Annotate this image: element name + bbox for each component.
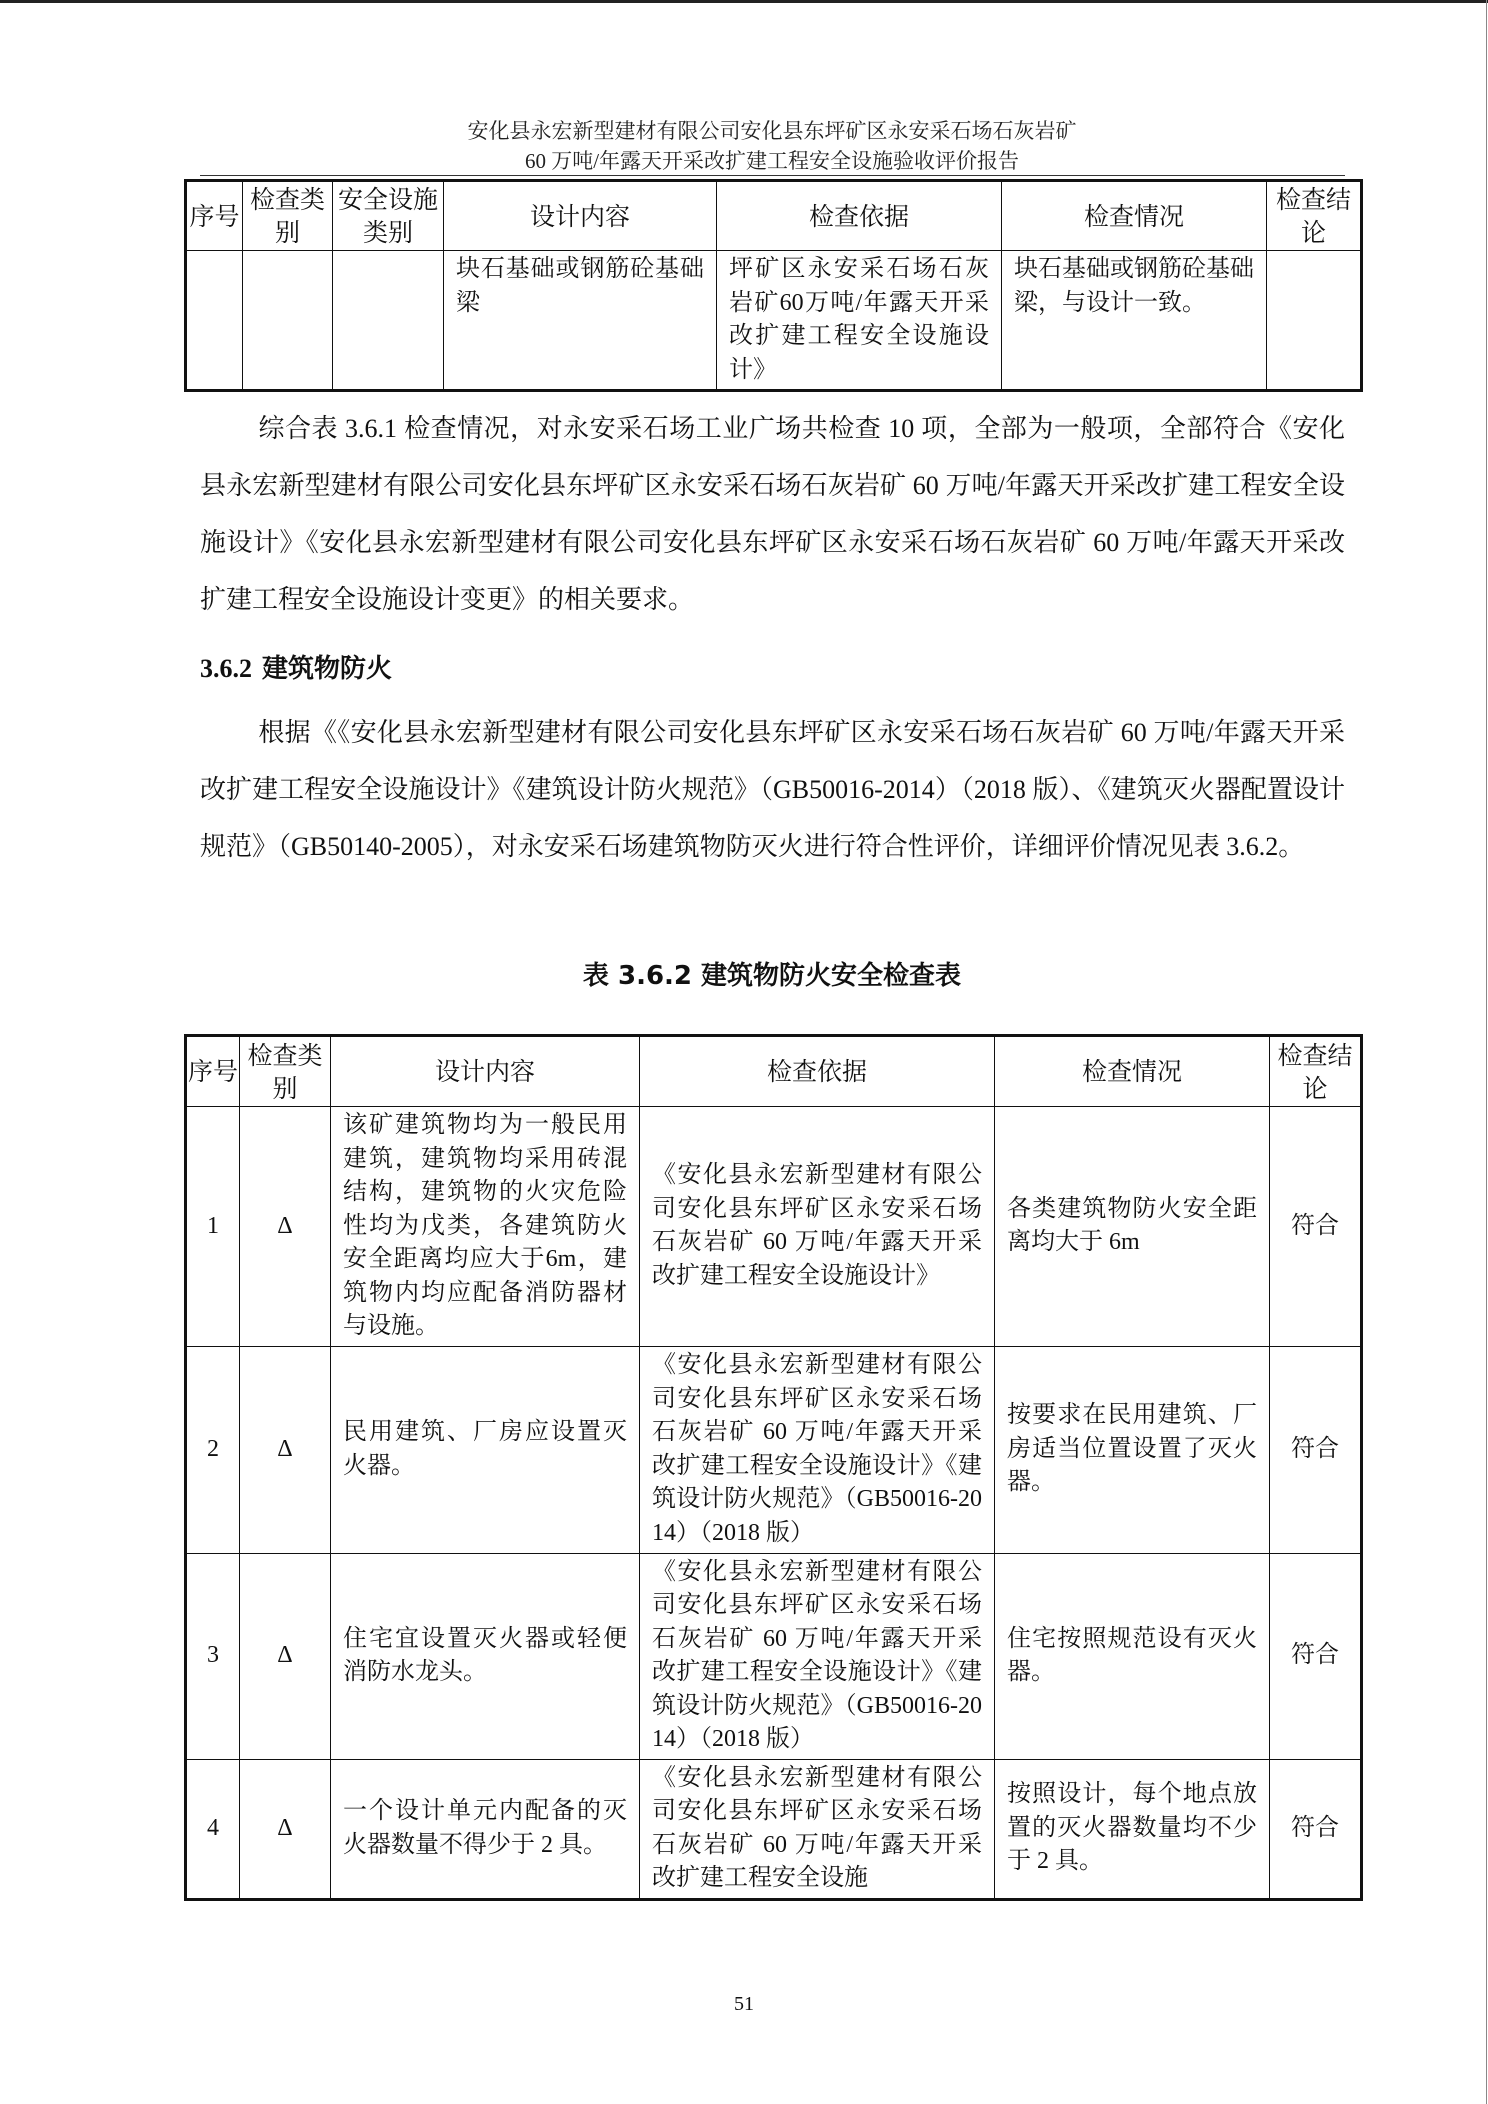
col-header-status: 检查情况 (995, 1036, 1270, 1107)
cell-no: 4 (186, 1759, 240, 1899)
cell-basis: 《安化县永宏新型建材有限公司安化县东坪矿区永安采石场石灰岩矿 60 万吨/年露天开采改扩建工程安全设施 (652, 1764, 982, 1891)
cell-basis: 《安化县永宏新型建材有限公司安化县东坪矿区永安采石场石灰岩矿 60 万吨/年露天开采改扩建工程安全设施设计》《建筑设计防火规范》（GB50016-2014）（2018 版） (652, 1352, 982, 1546)
col-header-category: 检查类别 (240, 1036, 331, 1107)
cell-conclusion: 符合 (1270, 1107, 1362, 1347)
page-top-border (0, 0, 1488, 3)
cell-category: Δ (240, 1553, 331, 1759)
cell-category (243, 251, 333, 391)
cell-conclusion: 符合 (1270, 1346, 1362, 1553)
col-header-basis: 检查依据 (640, 1036, 995, 1107)
cell-category: Δ (240, 1759, 331, 1899)
table-3-6-2 (184, 1034, 1363, 1901)
cell-status: 各类建筑物防火安全距离均大于 6m (1007, 1195, 1257, 1256)
col-header-design-content: 设计内容 (444, 181, 717, 251)
col-header-conclusion: 检查结论 (1270, 1036, 1362, 1107)
table-caption: 表 3.6.2 建筑物防火安全检查表 (582, 961, 962, 991)
table-header-row (186, 1036, 1362, 1107)
col-header-design-content: 设计内容 (331, 1036, 640, 1107)
table-row (186, 1346, 1362, 1553)
section-title: 建筑物防火 (262, 654, 393, 684)
cell-status: 按要求在民用建筑、厂房适当位置设置了灭火器。 (1007, 1402, 1257, 1496)
col-header-category: 检查类别 (243, 181, 333, 251)
cell-no: 2 (186, 1346, 240, 1553)
summary-paragraph-text: 综合表 3.6.1 检查情况，对永安采石场工业广场共检查 10 项，全部为一般项，全部符合《安化县永宏新型建材有限公司安化县东坪矿区永安采石场石灰岩矿 60 万吨/年露天开采改扩建工程安全设施设计》《安化县永宏新型建材有限公司安化县东坪矿区永安采石场石灰岩矿 60 万吨/年露天开采改扩建工程安全设施设计变更》的相关要求。 (200, 414, 1345, 614)
cell-category: Δ (240, 1107, 331, 1347)
table-3-6-1-continued (184, 179, 1363, 392)
header-rule (200, 175, 1345, 176)
col-header-conclusion: 检查结论 (1267, 181, 1362, 251)
table-header-row (186, 181, 1362, 251)
section-heading (200, 648, 392, 685)
cell-basis: 《安化县永宏新型建材有限公司安化县东坪矿区永安采石场石灰岩矿 60 万吨/年露天开采改扩建工程安全设施设计》《建筑设计防火规范》（GB50016-2014）（2018 版） (652, 1558, 982, 1752)
col-header-status: 检查情况 (1002, 181, 1267, 251)
table-row (186, 251, 1362, 391)
cell-no (186, 251, 243, 391)
cell-status: 块石基础或钢筋砼基础梁，与设计一致。 (1014, 256, 1254, 316)
page-number: 51 (734, 1993, 754, 2015)
col-header-basis: 检查依据 (717, 181, 1002, 251)
running-header-line-1: 安化县永宏新型建材有限公司安化县东坪矿区永安采石场石灰岩矿 (467, 119, 1077, 143)
cell-conclusion: 符合 (1270, 1759, 1362, 1899)
section-number: 3.6.2 (200, 654, 252, 683)
running-header (184, 116, 1360, 176)
cell-design-content: 民用建筑、厂房应设置灭火器。 (343, 1419, 627, 1479)
cell-category: Δ (240, 1346, 331, 1553)
cell-no: 3 (186, 1553, 240, 1759)
running-header-line-2: 60 万吨/年露天开采改扩建工程安全设施验收评价报告 (524, 149, 1020, 173)
cell-status: 按照设计，每个地点放置的灭火器数量均不少于 2 具。 (1007, 1781, 1257, 1875)
cell-facility-category (333, 251, 444, 391)
cell-design-content: 块石基础或钢筋砼基础梁 (456, 256, 704, 316)
col-header-no: 序号 (186, 181, 243, 251)
cell-conclusion: 符合 (1270, 1553, 1362, 1759)
basis-paragraph-text: 根据《《安化县永宏新型建材有限公司安化县东坪矿区永安采石场石灰岩矿 60 万吨/年露天开采改扩建工程安全设施设计》《建筑设计防火规范》（GB50016-2014）（2018 版）、《建筑灭火器配置设计规范》（GB50140-2005），对永安采石场建筑物防灭火进行符合性评价，详细评价情况见表 3.6.2。 (200, 718, 1345, 861)
cell-no: 1 (186, 1107, 240, 1347)
col-header-no: 序号 (186, 1036, 240, 1107)
col-header-facility-category: 安全设施类别 (333, 181, 444, 251)
summary-paragraph (200, 400, 1345, 628)
cell-status: 住宅按照规范设有灭火器。 (1007, 1625, 1257, 1685)
cell-basis: 坪矿区永安采石场石灰岩矿60万吨/年露天开采改扩建工程安全设施设计》 (729, 256, 989, 383)
page-right-border (1486, 0, 1487, 2104)
cell-basis: 《安化县永宏新型建材有限公司安化县东坪矿区永安采石场石灰岩矿 60 万吨/年露天开采改扩建工程安全设施设计》 (652, 1162, 982, 1289)
basis-paragraph (200, 704, 1345, 875)
cell-conclusion (1267, 251, 1362, 391)
cell-design-content: 住宅宜设置灭火器或轻便消防水龙头。 (343, 1625, 627, 1685)
table-row (186, 1759, 1362, 1899)
table-row (186, 1107, 1362, 1347)
cell-design-content: 该矿建筑物均为一般民用建筑，建筑物均采用砖混结构，建筑物的火灾危险性均为戊类，各建筑防火安全距离均应大于6m，建筑物内均应配备消防器材与设施。 (343, 1112, 627, 1339)
cell-design-content: 一个设计单元内配备的灭火器数量不得少于 2 具。 (343, 1798, 627, 1858)
table-row (186, 1553, 1362, 1759)
